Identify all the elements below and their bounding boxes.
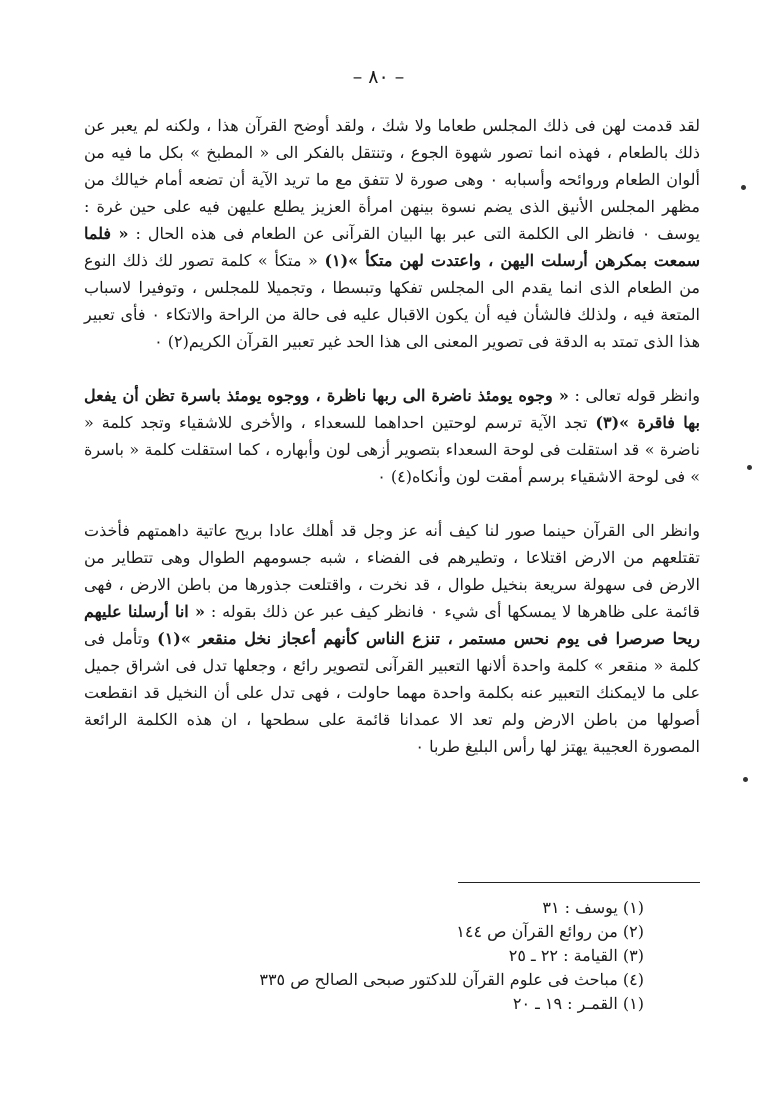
- paragraph-2: [84, 382, 700, 490]
- footnote-item: (١) يوسف : ٣١: [542, 898, 644, 917]
- body-text: [84, 112, 700, 760]
- footnote-item: (٤) مباحث فى علوم القرآن للدكتور صبحى الصالح ص ٣٣٥: [259, 970, 644, 989]
- paragraph-3: [84, 517, 700, 760]
- footnote-item: (٢) من روائع القرآن ص ١٤٤: [456, 922, 644, 941]
- page-number: – ٨٠ –: [352, 66, 405, 88]
- paragraph-2-text-b: تجد الآية ترسم لوحتين احداهما للسعداء ، والأخرى للاشقياء وتجد كلمة « ناضرة » قد استقلت فى لوحة السعداء بتصوير أزهى لون وأبهاره ، كما استقلت كلمة « باسرة » فى لوحة الاشقياء برسم أمقت لون وأنكاه(٤) ٠: [84, 413, 700, 486]
- paragraph-1-text-b: « متكأ » كلمة تصور لك ذلك النوع من الطعام الذى انما يقدم الى المجلس تفكها وتبسطا ، وتجميلا للمجلس ، وتوفيرا لاسباب المتعة فيه ، ولذلك فالشأن فيه أن يكون الاقبال عليه فى حالة من الراحة والاتكاء ٠ فأى تعبير هذا الذى تمتد به الدقة فى تصوير المعنى الى هذا الحد غير تعبير القرآن الكريم(٢) ٠: [84, 251, 700, 351]
- footnote-item: (١) القمـر : ١٩ ـ ٢٠: [512, 994, 644, 1013]
- footnote-item: (٣) القيامة : ٢٢ ـ ٢٥: [508, 946, 644, 965]
- footnote-divider: [458, 882, 700, 883]
- paragraph-2-text-a: وانظر قوله تعالى :: [568, 386, 700, 405]
- paragraph-3-quran-verse: « انا أرسلنا عليهم ريحا صرصرا فى يوم نحس مستمر ، تنزع الناس كأنهم أعجاز نخل منقعر »(١): [84, 602, 700, 648]
- scan-speck: [741, 185, 746, 190]
- paragraph-1-text-a: لقد قدمت لهن فى ذلك المجلس طعاما ولا شك ، ولقد أوضح القرآن هذا ، ولكنه لم يعبر عن ذلك بالطعام ، فهذه انما تصور شهوة الجوع ، وتنتقل بالفكر الى « المطبخ » بكل ما فيه من ألوان الطعام وروائحه وأسبابه ٠ وهى صورة لا تتفق مع ما تريد الآية أن تضعه أمام خيالك من مظهر المجلس الأنيق الذى يضم نسوة بينهن امرأة العزيز يطلع عليهن فيه على حين غرة : يوسف ٠ فانظر الى الكلمة التى عبر بها البيان القرآنى عن الطعام فى هذه الحال :: [84, 116, 701, 243]
- paragraph-2-quran-verse: « وجوه يومئذ ناضرة الى ربها ناظرة ، ووجوه يومئذ باسرة تظن أن يفعل بها فاقرة »(٣): [84, 386, 701, 432]
- paragraph-3-text-b: وتأمل فى كلمة « منقعر » كلمة واحدة ألانها التعبير القرآنى لتصوير رائع ، وجعلها تدل فى اشراق جميل على ما لايمكنك التعبير عنه بكلمة واحدة مهما حاولت ، فهى تدل على أن النخيل قد انقطعت أصولها من باطن الارض ولم تعد الا عمدانا قائمة على سطحها ، ان هذه الكلمة الرائعة المصورة العجيبة يهتز لها رأس البليغ طربا ٠: [84, 629, 701, 756]
- paragraph-3-text-a: وانظر الى القرآن حينما صور لنا كيف أنه عز وجل قد أهلك عادا بريح عاتية داهمتهم فأخذت تقتلعهم من الارض اقتلاعا ، وتطيرهم فى الفضاء ، شبه جسومهم الطوال وهى تتطاير من الارض فى سهولة سريعة بنخيل طوال ، قد نخرت ، واقتلعت جذورها من باطن الارض ، فهى قائمة على ظاهرها لا يمسكها أى شيء ٠ فانظر كيف عبر عن ذلك بقوله :: [84, 521, 701, 621]
- scan-speck: [747, 465, 752, 470]
- paragraph-1-quran-verse: « فلما سمعت بمكرهن أرسلت اليهن ، واعتدت لهن متكأ »(١): [84, 224, 700, 270]
- scan-speck: [743, 777, 748, 782]
- footnotes-list: [84, 896, 644, 1016]
- paragraph-1: [84, 112, 700, 355]
